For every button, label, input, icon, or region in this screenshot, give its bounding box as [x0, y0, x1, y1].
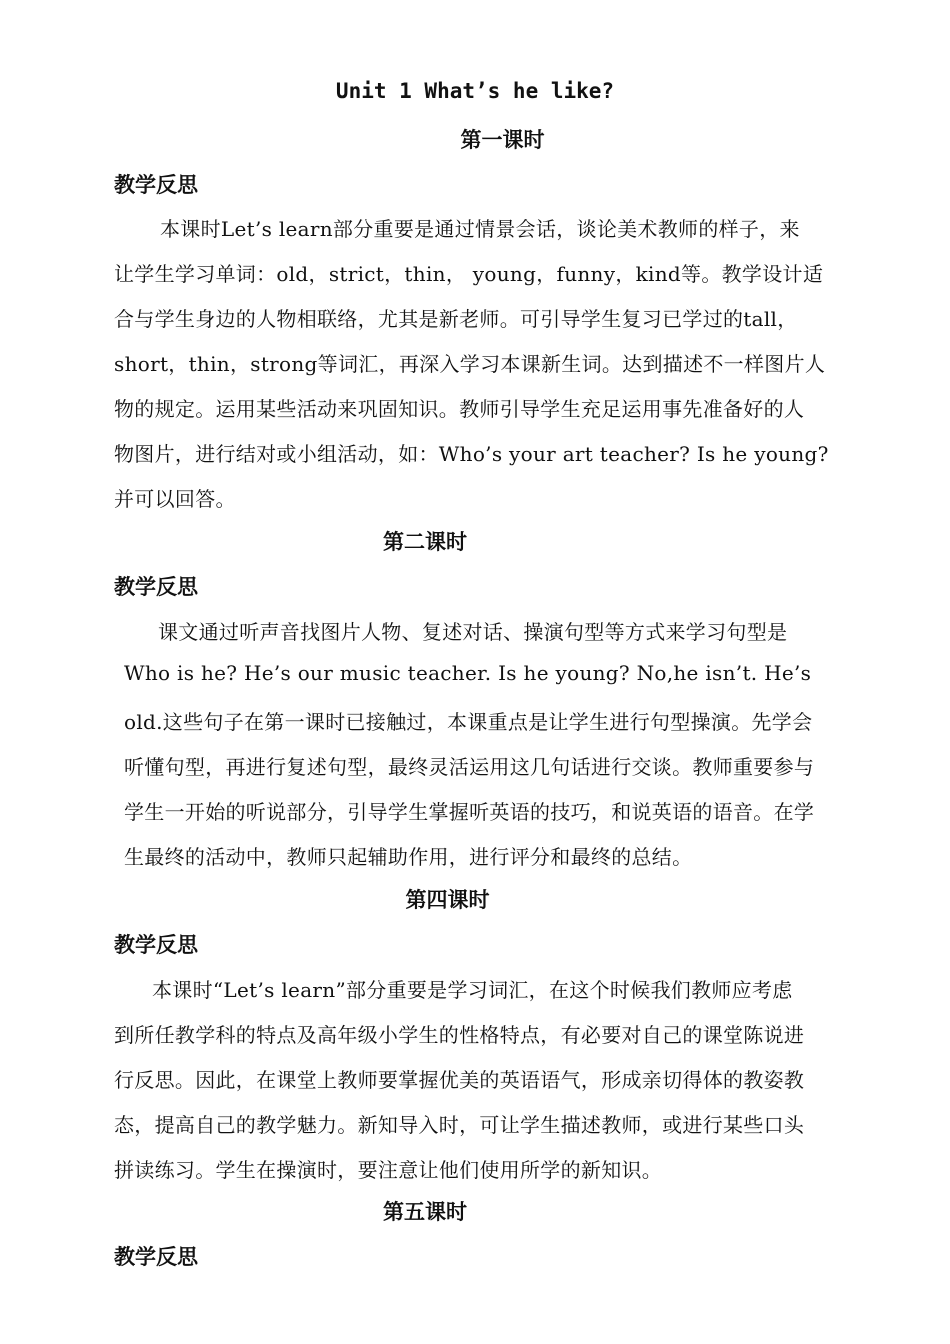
paragraph-line: 拼读练习。学生在操演时，要注意让他们使用所学的新知识。	[114, 1158, 663, 1182]
document-title: Unit 1 What’s he like?	[335, 79, 615, 103]
section-label: 教学反思	[114, 1245, 198, 1269]
paragraph-line: 让学生学习单词：old，strict，thin， young，funny，kind等。教学设计适	[114, 262, 824, 286]
paragraph-line: 课文通过听声音找图片人物、复述对话、操演句型等方式来学习句型是	[158, 620, 788, 644]
section-heading: 第一课时	[460, 128, 545, 152]
section-label: 教学反思	[114, 575, 198, 599]
paragraph-line: 并可以回答。	[114, 487, 236, 511]
paragraph-line: old.这些句子在第一课时已接触过，本课重点是让学生进行句型操演。先学会	[124, 710, 813, 734]
section-heading: 第四课时	[405, 888, 490, 912]
paragraph-line: 行反思。因此，在课堂上教师要掌握优美的英语语气，形成亲切得体的教姿教	[114, 1068, 805, 1092]
section-heading: 第二课时	[383, 530, 467, 554]
paragraph-line: 物图片，进行结对或小组活动，如：Who’s your art teacher? Is he young?	[114, 442, 829, 466]
paragraph-line: 学生一开始的听说部分，引导学生掌握听英语的技巧，和说英语的语音。在学	[124, 800, 815, 824]
paragraph-line: 物的规定。运用某些活动来巩固知识。教师引导学生充足运用事先准备好的人	[114, 397, 805, 421]
paragraph-line: 听懂句型，再进行复述句型，最终灵活运用这几句话进行交谈。教师重要参与	[124, 755, 815, 779]
paragraph-line: 态，提高自己的教学魅力。新知导入时，可让学生描述教师，或进行某些口头	[114, 1113, 805, 1137]
paragraph-line: short，thin，strong等词汇，再深入学习本课新生词。达到描述不一样图片人	[114, 352, 826, 376]
paragraph-line: 合与学生身边的人物相联络，尤其是新老师。可引导学生复习已学过的tall，	[114, 307, 798, 331]
section-label: 教学反思	[114, 173, 198, 197]
paragraph-line: 本课时Let’s learn部分重要是通过情景会话，谈论美术教师的样子，来	[160, 217, 800, 241]
paragraph-line: Who is he? He’s our music teacher. Is he young? No,he isn’t. He’s	[124, 661, 812, 685]
section-heading: 第五课时	[383, 1200, 467, 1224]
section-label: 教学反思	[114, 933, 198, 957]
paragraph-line: 到所任教学科的特点及高年级小学生的性格特点，有必要对自己的课堂陈说进	[114, 1023, 805, 1047]
paragraph-line: 本课时“Let’s learn”部分重要是学习词汇，在这个时候我们教师应考虑	[152, 978, 793, 1002]
paragraph-line: 生最终的活动中，教师只起辅助作用，进行评分和最终的总结。	[124, 845, 693, 869]
